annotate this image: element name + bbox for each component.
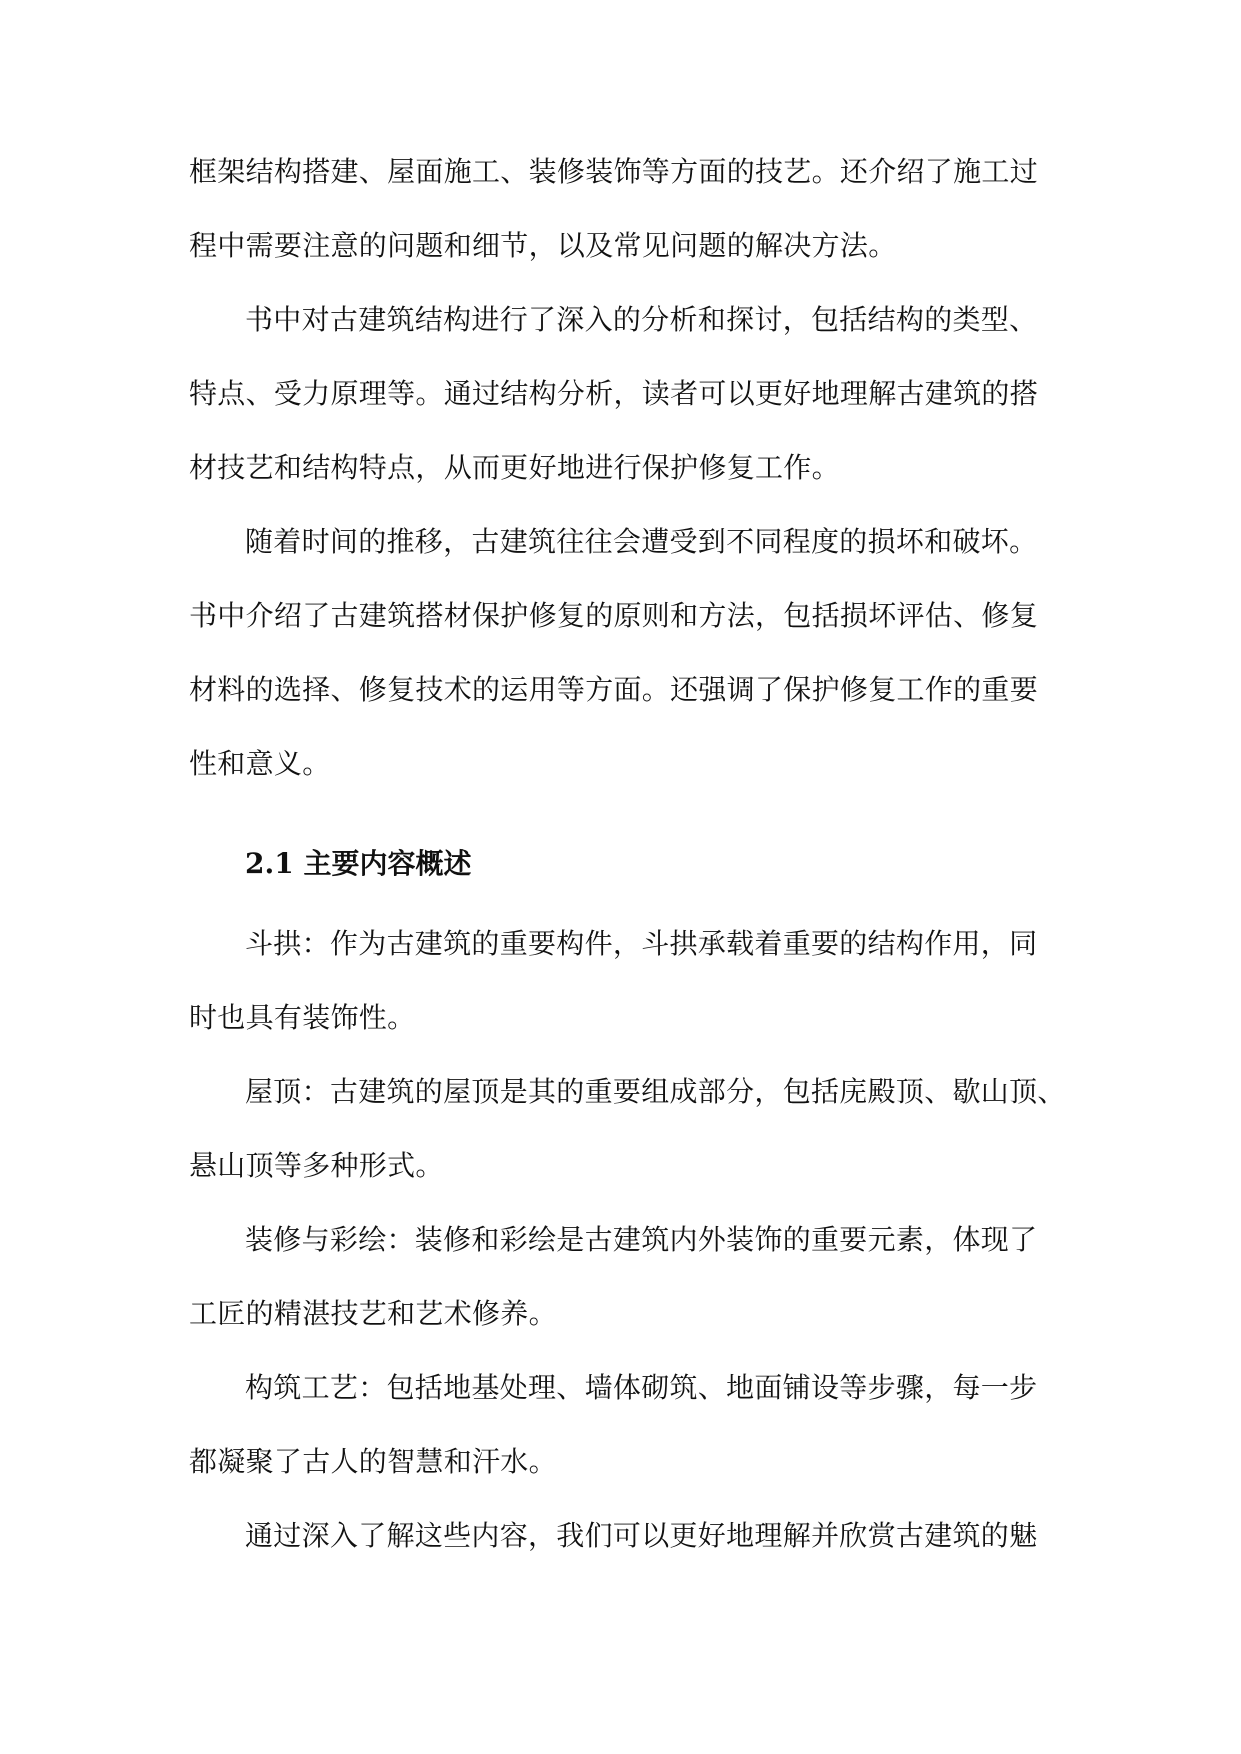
paragraph-start-line: 通过深入了解这些内容，我们可以更好地理解并欣赏古建筑的魅 [245, 1519, 1038, 1552]
paragraph-start-line: 屋顶：古建筑的屋顶是其的重要组成部分，包括庑殿顶、歇山顶、 [245, 1075, 1066, 1108]
body-line: 特点、受力原理等。通过结构分析，读者可以更好地理解古建筑的搭 [189, 377, 1039, 410]
body-line: 材技艺和结构特点，从而更好地进行保护修复工作。 [189, 451, 840, 484]
body-line: 悬山顶等多种形式。 [189, 1149, 444, 1182]
paragraph-start-line: 随着时间的推移，古建筑往往会遭受到不同程度的损坏和破坏。 [245, 525, 1038, 558]
body-line: 性和意义。 [189, 747, 331, 780]
body-line: 工匠的精湛技艺和艺术修养。 [189, 1297, 557, 1330]
paragraph-start-line: 斗拱：作为古建筑的重要构件，斗拱承载着重要的结构作用，同 [245, 927, 1038, 960]
body-line: 材料的选择、修复技术的运用等方面。还强调了保护修复工作的重要 [189, 673, 1039, 706]
body-line: 程中需要注意的问题和细节，以及常见问题的解决方法。 [189, 229, 897, 262]
body-line: 时也具有装饰性。 [189, 1001, 416, 1034]
body-line: 书中介绍了古建筑搭材保护修复的原则和方法，包括损坏评估、修复 [189, 599, 1039, 632]
body-line: 框架结构搭建、屋面施工、装修装饰等方面的技艺。还介绍了施工过 [189, 155, 1039, 188]
paragraph-start-line: 构筑工艺：包括地基处理、墙体砌筑、地面铺设等步骤，每一步 [245, 1371, 1038, 1404]
paragraph-start-line: 书中对古建筑结构进行了深入的分析和探讨，包括结构的类型、 [245, 303, 1038, 336]
section-heading: 2.1 主要内容概述 [245, 847, 472, 880]
body-line: 都凝聚了古人的智慧和汗水。 [189, 1445, 557, 1478]
paragraph-start-line: 装修与彩绘：装修和彩绘是古建筑内外装饰的重要元素，体现了 [245, 1223, 1038, 1256]
